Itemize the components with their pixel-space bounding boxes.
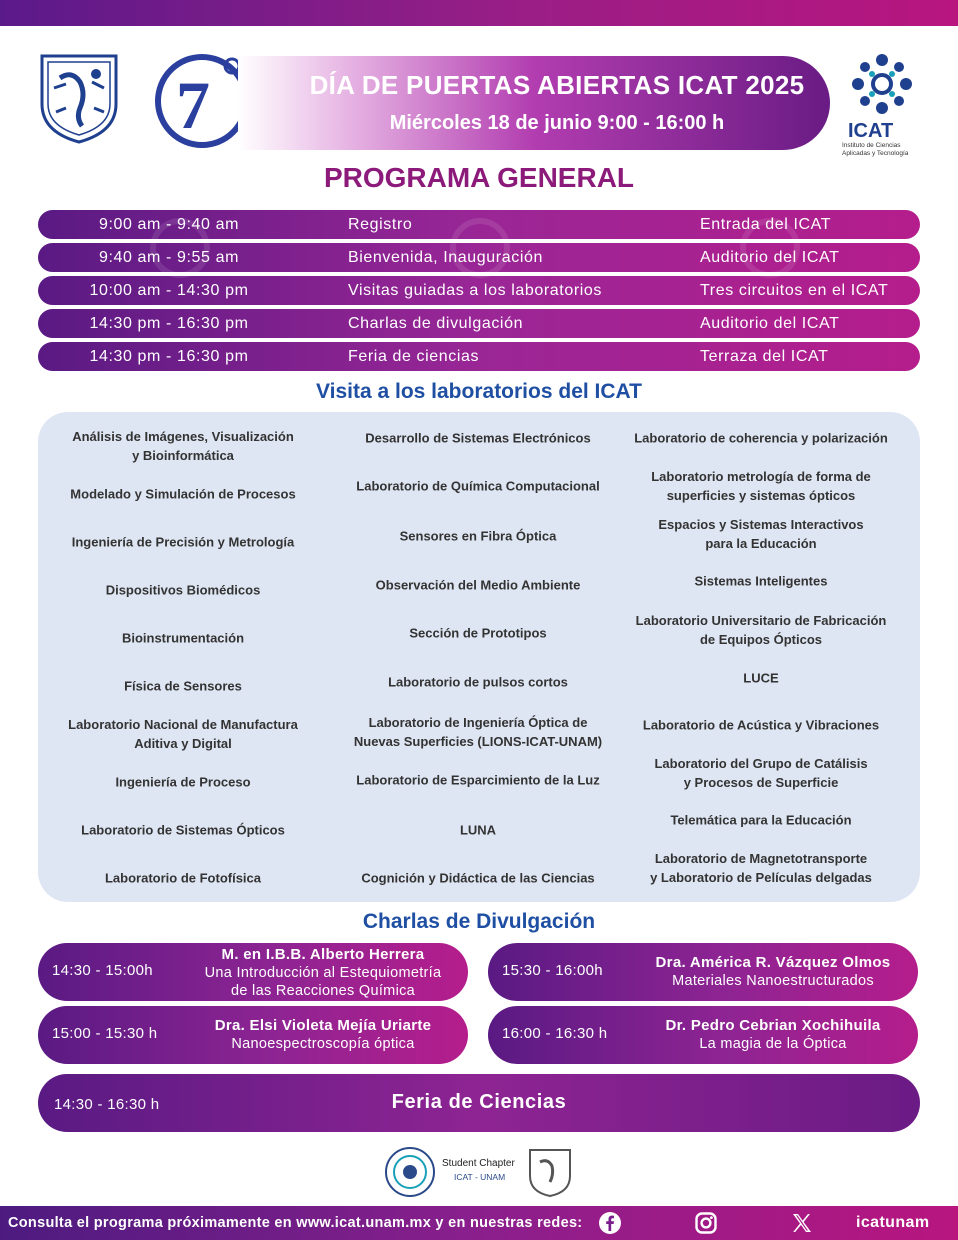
talk-topic: Una Introducción al Estequiometría bbox=[204, 965, 442, 981]
row-time: 10:00 am - 14:30 pm bbox=[89, 282, 249, 299]
lab-item bbox=[38, 427, 328, 465]
fair-label: Feria de Ciencias bbox=[391, 1091, 567, 1113]
lab-item-line: Sensores en Fibra Óptica bbox=[399, 528, 557, 544]
labs-title: Visita a los laboratorios del ICAT bbox=[316, 380, 642, 403]
lab-item bbox=[38, 581, 328, 600]
student-chapter-emblem-icon bbox=[384, 1146, 436, 1198]
event-date: Miércoles 18 de junio 9:00 - 16:00 h bbox=[389, 112, 725, 134]
footer-text: Consulta el programa próximamente en www.icat.unam.mx y en nuestras redes: bbox=[8, 1215, 583, 1231]
lab-item bbox=[38, 715, 328, 753]
lab-item-line: Laboratorio de Sistemas Ópticos bbox=[81, 822, 285, 838]
instagram-icon[interactable] bbox=[694, 1211, 718, 1235]
row-time: 14:30 pm - 16:30 pm bbox=[89, 348, 249, 365]
watermark-emblem bbox=[150, 218, 210, 278]
talk-time: 15:30 - 16:00h bbox=[502, 962, 603, 979]
lab-item-line: Sección de Prototipos bbox=[409, 625, 547, 641]
lab-item-line: LUNA bbox=[459, 822, 497, 838]
footer-bar bbox=[0, 1206, 958, 1240]
lab-item bbox=[333, 869, 623, 888]
row-place: Entrada del ICAT bbox=[700, 216, 832, 233]
talk-topic: de las Reacciones Química bbox=[231, 983, 415, 999]
talk-card bbox=[38, 943, 468, 1001]
event-title: DÍA DE PUERTAS ABIERTAS ICAT 2025 bbox=[309, 70, 805, 100]
lab-item bbox=[333, 673, 623, 692]
row-place: Auditorio del ICAT bbox=[700, 249, 840, 266]
chapter-line2: ICAT - UNAM bbox=[454, 1172, 506, 1182]
row-place: Auditorio del ICAT bbox=[700, 315, 840, 332]
talk-time: 14:30 - 15:00h bbox=[52, 962, 153, 979]
lab-item bbox=[616, 467, 906, 505]
row-time: 9:00 am - 9:40 am bbox=[98, 216, 240, 233]
talk-topic: Materiales Nanoestructurados bbox=[672, 973, 874, 989]
lab-item bbox=[38, 677, 328, 696]
lab-item-line: Laboratorio de Química Computacional bbox=[356, 478, 600, 494]
lab-item bbox=[333, 713, 623, 751]
facebook-icon[interactable] bbox=[598, 1211, 622, 1235]
student-chapter bbox=[384, 1144, 584, 1200]
title-banner bbox=[238, 56, 830, 150]
lab-item bbox=[616, 611, 906, 649]
icat-logo bbox=[842, 52, 922, 156]
lab-item bbox=[38, 773, 328, 792]
lab-item bbox=[616, 572, 906, 591]
talk-topic: Nanoespectroscopía óptica bbox=[231, 1036, 415, 1052]
talk-body bbox=[628, 1017, 918, 1053]
lab-item-line: Cognición y Didáctica de las Ciencias bbox=[361, 870, 595, 886]
lab-item bbox=[333, 624, 623, 643]
lab-item-line: Sistemas Inteligentes bbox=[694, 573, 828, 589]
lab-item-line: Laboratorio de Esparcimiento de la Luz bbox=[356, 772, 600, 788]
lab-item-line: Laboratorio Universitario de Fabricación bbox=[635, 613, 887, 628]
lab-item bbox=[616, 811, 906, 830]
unam-seal-logo bbox=[36, 52, 122, 144]
top-strip bbox=[0, 0, 958, 26]
watermark-emblem bbox=[740, 218, 800, 278]
lab-item-line: Modelado y Simulación de Procesos bbox=[70, 486, 296, 502]
lab-item bbox=[333, 821, 623, 840]
lab-item-line: Bioinstrumentación bbox=[121, 630, 245, 646]
talk-topic: La magia de la Óptica bbox=[699, 1036, 847, 1052]
lab-item-line: Laboratorio Nacional de Manufactura bbox=[68, 717, 298, 732]
lab-item bbox=[333, 576, 623, 595]
row-activity: Visitas guiadas a los laboratorios bbox=[348, 282, 603, 299]
lab-item-line: Laboratorio de pulsos cortos bbox=[388, 674, 568, 690]
row-activity: Feria de ciencias bbox=[348, 348, 480, 365]
talk-time: 15:00 - 15:30 h bbox=[52, 1025, 158, 1042]
program-row bbox=[38, 276, 920, 305]
lab-item-line: superficies y sistemas ópticos bbox=[666, 488, 856, 503]
lab-item-line: Laboratorio de coherencia y polarización bbox=[634, 430, 888, 446]
labs-panel bbox=[38, 412, 920, 902]
lab-item-line: Ingeniería de Precisión y Metrología bbox=[71, 534, 295, 550]
program-title: PROGRAMA GENERAL bbox=[323, 162, 635, 193]
science-fair-bar bbox=[38, 1074, 920, 1132]
talk-body bbox=[178, 1017, 468, 1053]
lab-item bbox=[616, 754, 906, 792]
icat-emblem-icon bbox=[850, 52, 914, 116]
row-activity: Registro bbox=[348, 216, 413, 233]
lab-item bbox=[333, 771, 623, 790]
talk-body bbox=[178, 946, 468, 1000]
lab-item-line: para la Educación bbox=[705, 536, 817, 551]
lab-item-line: Observación del Medio Ambiente bbox=[375, 577, 581, 593]
talk-time: 16:00 - 16:30 h bbox=[502, 1025, 608, 1042]
lab-item-line: LUCE bbox=[743, 670, 779, 686]
lab-item bbox=[616, 716, 906, 735]
row-place: Terraza del ICAT bbox=[700, 348, 829, 365]
chapter-line1: Student Chapter bbox=[442, 1158, 515, 1169]
lab-item bbox=[333, 527, 623, 546]
icat-wordmark: ICAT bbox=[848, 120, 894, 142]
lab-item bbox=[38, 533, 328, 552]
social-handle[interactable]: icatunam bbox=[856, 1214, 930, 1231]
lab-item-line: Laboratorio del Grupo de Catálisis bbox=[654, 756, 868, 771]
lab-item-line: Aditiva y Digital bbox=[134, 736, 232, 751]
program-row bbox=[38, 309, 920, 338]
talk-speaker: M. en I.B.B. Alberto Herrera bbox=[221, 946, 425, 963]
lab-item bbox=[38, 629, 328, 648]
lab-item-line: y Procesos de Superficie bbox=[683, 775, 839, 790]
row-time: 9:40 am - 9:55 am bbox=[98, 249, 240, 266]
lab-item bbox=[616, 515, 906, 553]
lab-item-line: Laboratorio de Acústica y Vibraciones bbox=[642, 717, 880, 733]
lab-item bbox=[38, 869, 328, 888]
talks-title: Charlas de Divulgación bbox=[362, 910, 596, 933]
lab-item-line: y Bioinformática bbox=[132, 448, 234, 463]
fair-time: 14:30 - 16:30 h bbox=[54, 1096, 160, 1113]
talk-card bbox=[488, 1006, 918, 1064]
row-time: 14:30 pm - 16:30 pm bbox=[89, 315, 249, 332]
lab-item-line: Laboratorio de Ingeniería Óptica de bbox=[368, 715, 588, 730]
program-row bbox=[38, 342, 920, 371]
badge-number: 7 bbox=[176, 67, 210, 143]
talk-card bbox=[488, 943, 918, 1001]
lab-item bbox=[616, 429, 906, 448]
talk-speaker: Dr. Pedro Cebrian Xochihuila bbox=[665, 1017, 881, 1034]
lab-item bbox=[38, 821, 328, 840]
x-icon[interactable] bbox=[790, 1211, 814, 1235]
lab-item-line: Física de Sensores bbox=[124, 678, 242, 694]
lab-item bbox=[616, 849, 906, 887]
row-activity: Bienvenida, Inauguración bbox=[348, 249, 543, 266]
icat-fullname: Instituto de Ciencias Aplicadas y Tecnología bbox=[842, 142, 909, 157]
lab-item-line: Dispositivos Biomédicos bbox=[105, 582, 261, 598]
lab-item-line: de Equipos Ópticos bbox=[699, 632, 823, 647]
lab-item-line: y Laboratorio de Películas delgadas bbox=[650, 870, 872, 885]
lab-item bbox=[333, 477, 623, 496]
lab-item-line: Nuevas Superficies (LIONS-ICAT-UNAM) bbox=[353, 734, 603, 749]
lab-item-line: Espacios y Sistemas Interactivos bbox=[658, 517, 864, 532]
lab-item-line: Telemática para la Educación bbox=[670, 812, 852, 828]
row-place: Tres circuitos en el ICAT bbox=[700, 282, 889, 299]
lab-item-line: Laboratorio de Fotofísica bbox=[104, 870, 261, 886]
lab-item-line: Laboratorio de Magnetotransporte bbox=[654, 851, 868, 866]
talk-card bbox=[38, 1006, 468, 1064]
lab-item-line: Análisis de Imágenes, Visualización bbox=[72, 429, 294, 444]
lab-item-line: Laboratorio metrología de forma de bbox=[651, 469, 871, 484]
lab-item bbox=[333, 429, 623, 448]
lab-item-line: Ingeniería de Proceso bbox=[115, 774, 251, 790]
talk-speaker: Dra. América R. Vázquez Olmos bbox=[655, 954, 891, 971]
lab-item bbox=[38, 485, 328, 504]
lab-item bbox=[616, 669, 906, 688]
unam-small-seal-logo bbox=[526, 1146, 574, 1198]
talk-speaker: Dra. Elsi Violeta Mejía Uriarte bbox=[214, 1017, 432, 1034]
lab-item-line: Desarrollo de Sistemas Electrónicos bbox=[365, 430, 591, 446]
watermark-emblem bbox=[450, 218, 510, 278]
talk-body bbox=[628, 954, 918, 990]
row-activity: Charlas de divulgación bbox=[348, 315, 524, 332]
